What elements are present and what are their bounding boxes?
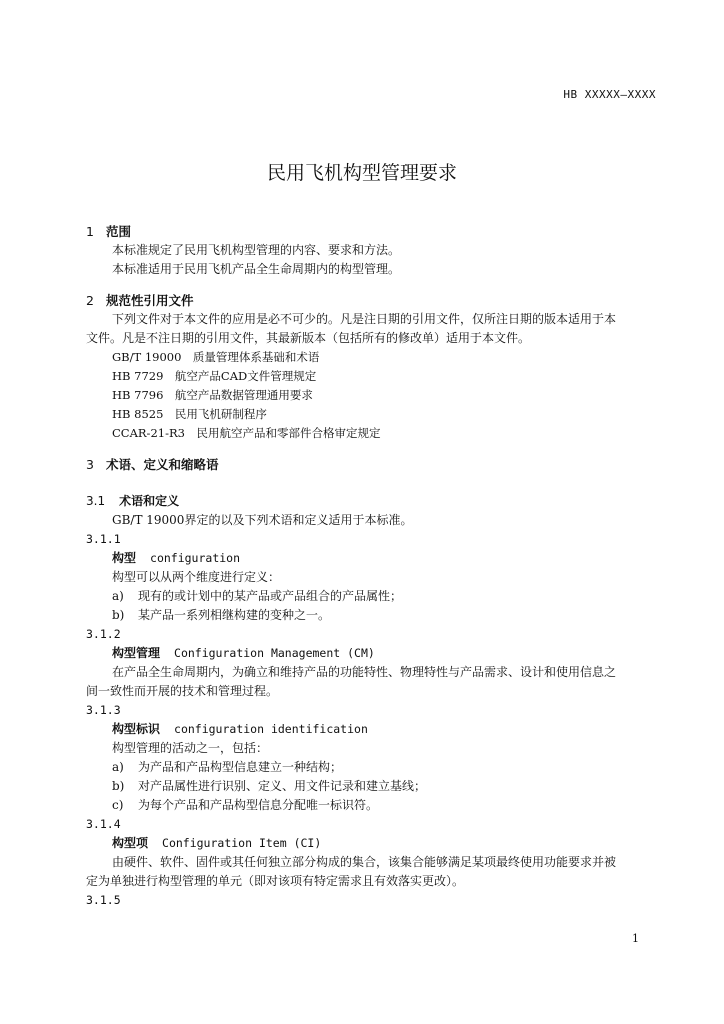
term-number: 3.1.4 bbox=[86, 817, 121, 831]
paragraph: GB/T 19000界定的以及下列术语和定义适用于本标准。 bbox=[112, 513, 413, 527]
paragraph-line: 文件。凡是不注日期的引用文件，其最新版本（包括所有的修改单）适用于本文件。 bbox=[86, 331, 531, 345]
term-heading bbox=[86, 644, 652, 663]
section-number: 3 bbox=[86, 457, 94, 472]
subsection-number: 3.1 bbox=[86, 494, 106, 508]
section-number: 1 bbox=[86, 224, 94, 239]
term-en: Configuration Management (CM) bbox=[174, 646, 375, 660]
term-zh: 构型项 bbox=[112, 836, 149, 850]
list-item bbox=[86, 796, 652, 815]
reference-item: HB 8525 民用飞机研制程序 bbox=[112, 407, 267, 421]
term-definition: 构型管理的活动之一，包括： bbox=[112, 741, 269, 755]
list-item-label: a) bbox=[112, 589, 124, 603]
list-item-label: b) bbox=[112, 779, 125, 793]
paragraph-line: 下列文件对于本文件的应用是必不可少的。凡是注日期的引用文件，仅所注日期的版本适用于本 bbox=[112, 312, 617, 326]
term-definition-line: 定为单独进行构型管理的单元（即对该项有特定需求且有效落实更改）。 bbox=[86, 874, 465, 888]
term-number: 3.1.3 bbox=[86, 703, 121, 717]
paragraph: 本标准规定了民用飞机构型管理的内容、要求和方法。 bbox=[112, 243, 401, 257]
term-heading bbox=[86, 720, 652, 739]
section-title: 术语、定义和缩略语 bbox=[106, 457, 219, 472]
list-item-text: 某产品一系列相继构建的变种之一。 bbox=[138, 608, 331, 622]
term-en: Configuration Item (CI) bbox=[162, 836, 322, 850]
document-title: 民用飞机构型管理要求 bbox=[266, 162, 457, 184]
paragraph: 本标准适用于民用飞机产品全生命周期内的构型管理。 bbox=[112, 262, 401, 276]
term-zh: 构型 bbox=[112, 551, 137, 565]
reference-item: HB 7729 航空产品CAD文件管理规定 bbox=[112, 369, 317, 383]
section-title: 规范性引用文件 bbox=[106, 293, 194, 308]
section-number: 2 bbox=[86, 293, 94, 308]
term-definition-line: 由硬件、软件、固件或其任何独立部分构成的集合，该集合能够满足某项最终使用功能要求并被 bbox=[112, 855, 617, 869]
standard-code: HB XXXXX—XXXX bbox=[563, 88, 656, 101]
list-item-text: 对产品属性进行识别、定义、用文件记录和建立基线； bbox=[138, 779, 427, 793]
reference-item: CCAR-21-R3 民用航空产品和零部件合格审定规定 bbox=[112, 426, 381, 440]
list-item-text: 现有的或计划中的某产品或产品组合的产品属性； bbox=[138, 589, 403, 603]
term-number: 3.1.2 bbox=[86, 627, 121, 641]
subsection-heading-terms-definitions bbox=[86, 492, 652, 511]
list-item-label: c) bbox=[112, 798, 124, 812]
list-item-text: 为产品和产品构型信息建立一种结构； bbox=[138, 760, 343, 774]
list-item bbox=[86, 606, 652, 625]
term-heading bbox=[86, 834, 652, 853]
term-definition-line: 间一致性而开展的技术和管理过程。 bbox=[86, 684, 279, 698]
section-title: 范围 bbox=[106, 224, 132, 239]
section-heading-terms bbox=[86, 455, 652, 474]
term-heading bbox=[86, 549, 652, 568]
section-heading-scope bbox=[86, 222, 652, 241]
term-zh: 构型管理 bbox=[112, 646, 161, 660]
list-item bbox=[86, 587, 652, 606]
subsection-title: 术语和定义 bbox=[119, 494, 180, 508]
term-definition-line: 在产品全生命周期内，为确立和维持产品的功能特性、物理特性与产品需求、设计和使用信息之 bbox=[112, 665, 617, 679]
reference-item: GB/T 19000 质量管理体系基础和术语 bbox=[112, 350, 320, 364]
reference-item: HB 7796 航空产品数据管理通用要求 bbox=[112, 388, 313, 402]
list-item-label: b) bbox=[112, 608, 125, 622]
document-body bbox=[86, 222, 652, 910]
list-item-text: 为每个产品和产品构型信息分配唯一标识符。 bbox=[138, 798, 379, 812]
list-item bbox=[86, 758, 652, 777]
list-item bbox=[86, 777, 652, 796]
term-definition: 构型可以从两个维度进行定义： bbox=[112, 570, 281, 584]
section-heading-normative-references bbox=[86, 291, 652, 310]
term-number: 3.1.1 bbox=[86, 532, 121, 546]
term-number: 3.1.5 bbox=[86, 893, 121, 907]
page-number: 1 bbox=[632, 932, 639, 945]
term-en: configuration bbox=[150, 551, 241, 565]
term-en: configuration identification bbox=[174, 722, 368, 736]
list-item-label: a) bbox=[112, 760, 124, 774]
term-zh: 构型标识 bbox=[112, 722, 161, 736]
